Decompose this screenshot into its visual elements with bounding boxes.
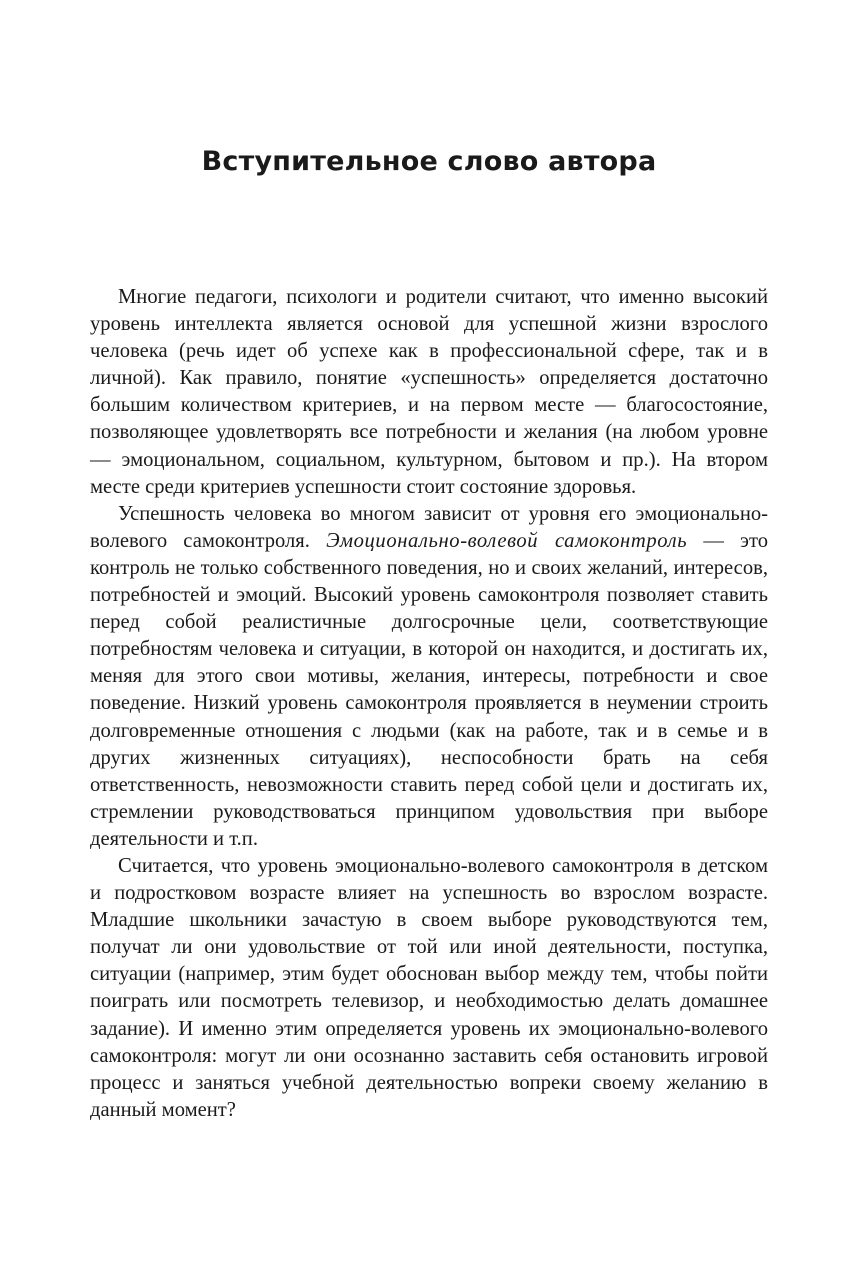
paragraph-1: Многие педагоги, психологи и родители считают, что именно высокий уровень интеллекта является основой для успешной жизни взрослого человека (речь идет об успехе как в профессиональной сфере, так и в личной). Как правило, понятие «успешность» определяется достаточно большим количеством критериев, и на первом месте — благосостояние, позволяющее удовлетворять все потребности и желания (на любом уровне — эмоциональном, социальном, культурном, бытовом и пр.). На втором месте среди критериев успешности стоит состояние здоровья.: [90, 286, 768, 498]
body-text: [90, 284, 768, 1124]
paragraph-3: Считается, что уровень эмоционально-волевого самоконтроля в детском и подростковом возрасте влияет на успешность во взрослом возрасте. Младшие школьники зачастую в своем выборе руководствуются тем, получат ли они удовольствие от той или иной деятельности, поступка, ситуации (например, этим будет обоснован выбор между тем, чтобы пойти поиграть или посмотреть телевизор, и необходимостью делать домашнее задание). И именно этим определяется уровень их эмоционально-волевого самоконтроля: могут ли они осознанно заставить себя остановить игровой процесс и заняться учебной деятельностью вопреки своему желанию в данный момент?: [90, 854, 768, 1121]
page-title: Вступительное слово автора: [201, 146, 657, 177]
paragraph-2-definition: — это контроль не только собственного поведения, но и своих желаний, интересов, потребностей и эмоций. Высокий уровень самоконтроля позволяет ставить перед собой реалистичные долгосрочные цели, соответствующие потребностям человека и ситуации, в которой он находится, и достигать их, меняя для этого свои мотивы, желания, интересы, потребности и свое поведение. Низкий уровень самоконтроля проявляется в неумении строить долговременные отношения с людьми (как на работе, так и в семье и в других жизненных ситуациях), неспособности брать на себя ответственность, невозможности ставить перед собой цели и достигать их, стремлении руководствоваться принципом удовольствия при выборе деятельности и т.п.: [90, 529, 768, 850]
defined-term: Эмоционально-волевой самоконтроль: [326, 529, 688, 552]
paragraph-2: [90, 501, 768, 853]
paragraph-2-intro: Успешность человека во многом зависит от уровня его эмоционально-волевого самоконтроля.: [90, 502, 768, 552]
